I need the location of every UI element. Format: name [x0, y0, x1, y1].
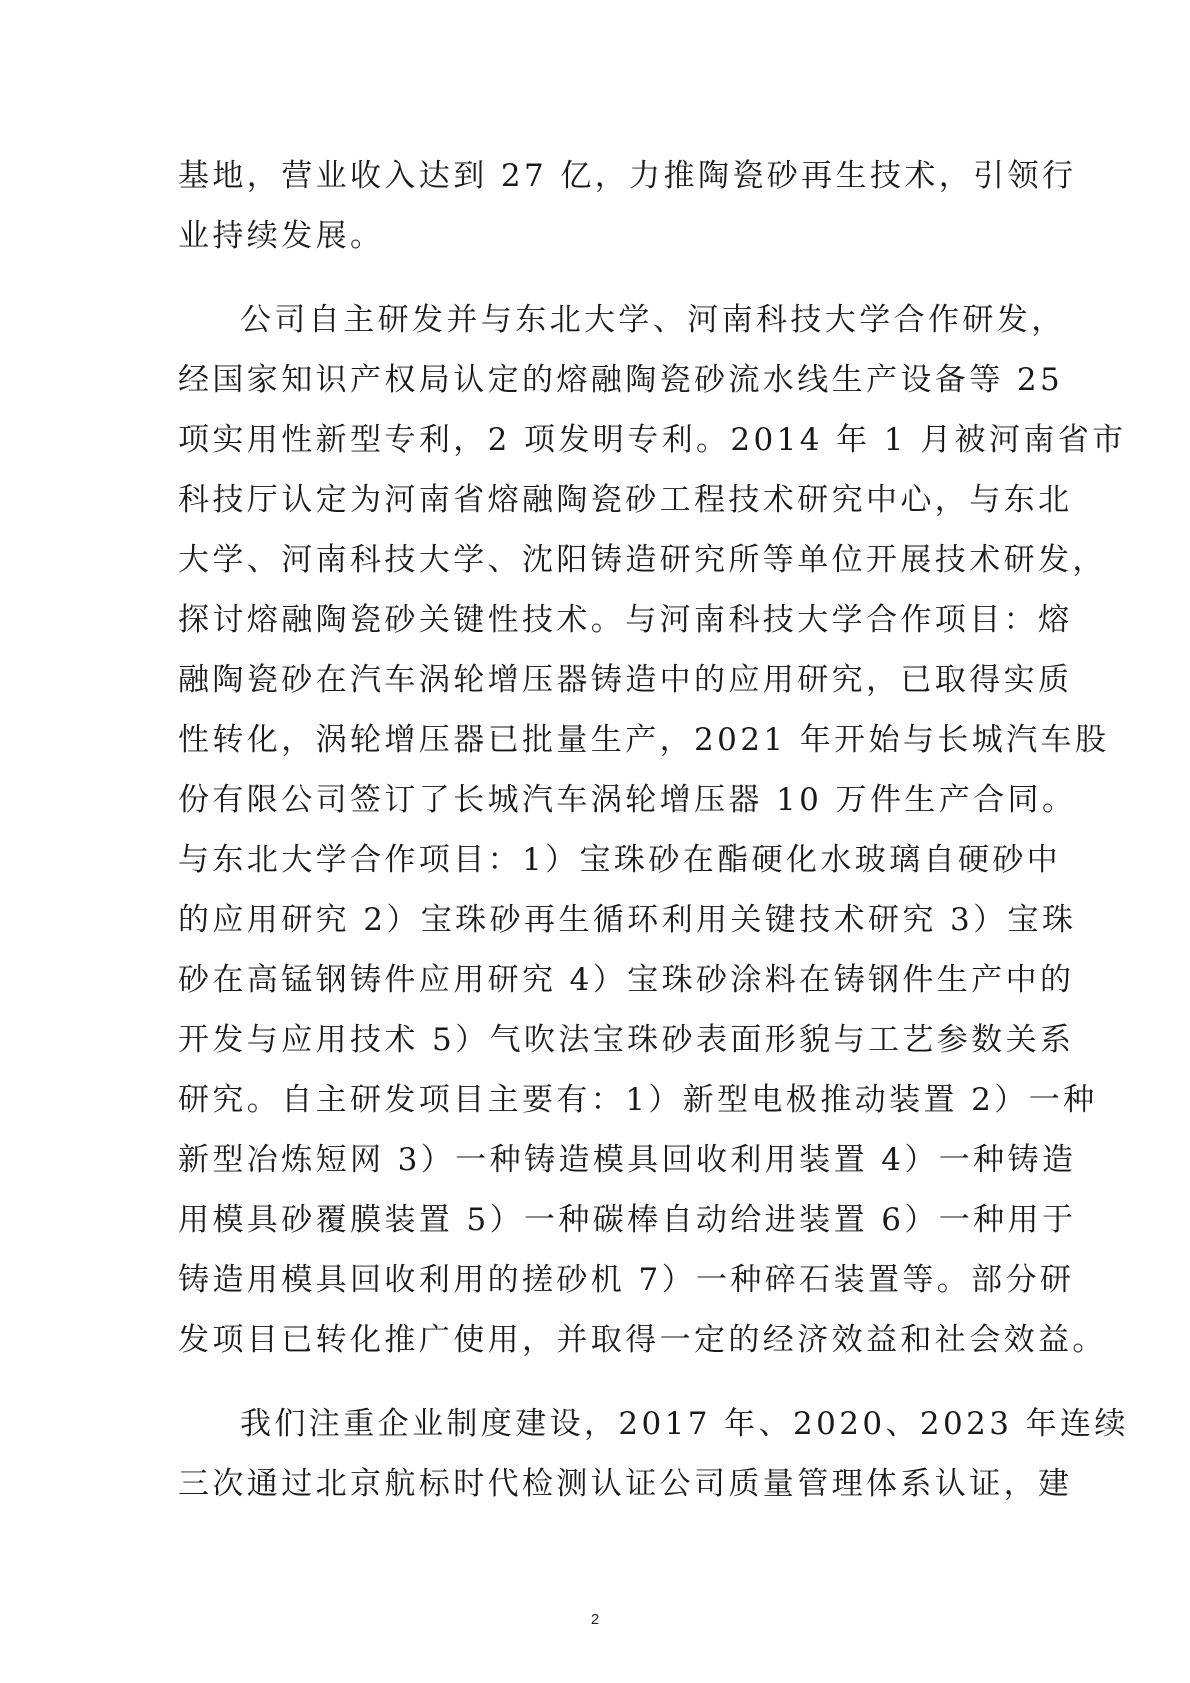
paragraph-2-line-8: 性转化，涡轮增压器已批量生产，2021 年开始与长城汽车股 [178, 722, 1110, 758]
paragraph-2-line-17: 铸造用模具回收利用的搓砂机 7）一种碎石装置等。部分研 [178, 1262, 1075, 1298]
paragraph-2-line-6: 探讨熔融陶瓷砂关键性技术。与河南科技大学合作项目：熔 [178, 602, 1073, 638]
paragraph-2-line-11: 的应用研究 2）宝珠砂再生循环利用关键技术研究 3）宝珠 [178, 902, 1077, 938]
paragraph-1-line-2: 业持续发展。 [178, 218, 385, 254]
paragraph-2-line-14: 研究。自主研发项目主要有：1）新型电极推动装置 2）一种 [178, 1082, 1098, 1118]
paragraph-2-line-16: 用模具砂覆膜装置 5）一种碳棒自动给进装置 6）一种用于 [178, 1202, 1077, 1238]
paragraph-3-line-2: 三次通过北京航标时代检测认证公司质量管理体系认证，建 [178, 1466, 1073, 1502]
paragraph-2-line-13: 开发与应用技术 5）气吹法宝珠砂表面形貌与工艺参数关系 [178, 1022, 1075, 1058]
paragraph-2-line-3: 项实用性新型专利，2 项发明专利。2014 年 1 月被河南省市 [178, 422, 1127, 458]
paragraph-2-line-15: 新型冶炼短网 3）一种铸造模具回收利用装置 4）一种铸造 [178, 1142, 1077, 1178]
paragraph-2-line-5: 大学、河南科技大学、沈阳铸造研究所等单位开展技术研发， [178, 542, 1107, 578]
paragraph-spacer [178, 1370, 1038, 1394]
paragraph-3-line-1: 我们注重企业制度建设，2017 年、2020、2023 年连续 [240, 1406, 1129, 1442]
paragraph-2-line-7: 融陶瓷砂在汽车涡轮增压器铸造中的应用研究，已取得实质 [178, 662, 1073, 698]
paragraph-spacer [178, 266, 1038, 290]
paragraph-2-line-10: 与东北大学合作项目：1）宝珠砂在酯硬化水玻璃自硬砂中 [178, 842, 1062, 878]
paragraph-1-line-1: 基地，营业收入达到 27 亿，力推陶瓷砂再生技术，引领行 [178, 158, 1077, 194]
paragraph-2-line-1: 公司自主研发并与东北大学、河南科技大学合作研发， [240, 302, 1066, 338]
paragraph-2-line-4: 科技厅认定为河南省熔融陶瓷砂工程技术研究中心，与东北 [178, 482, 1073, 518]
paragraph-2-line-12: 砂在高锰钢铸件应用研究 4）宝珠砂涂料在铸钢件生产中的 [178, 962, 1075, 998]
body-text [178, 146, 1129, 1514]
page-number: 2 [590, 1611, 600, 1628]
paragraph-2-line-2: 经国家知识产权局认定的熔融陶瓷砂流水线生产设备等 25 [178, 362, 1064, 398]
paragraph-2-line-9: 份有限公司签订了长城汽车涡轮增压器 10 万件生产合同。 [178, 782, 1077, 818]
paragraph-2-line-18: 发项目已转化推广使用，并取得一定的经济效益和社会效益。 [178, 1322, 1107, 1358]
